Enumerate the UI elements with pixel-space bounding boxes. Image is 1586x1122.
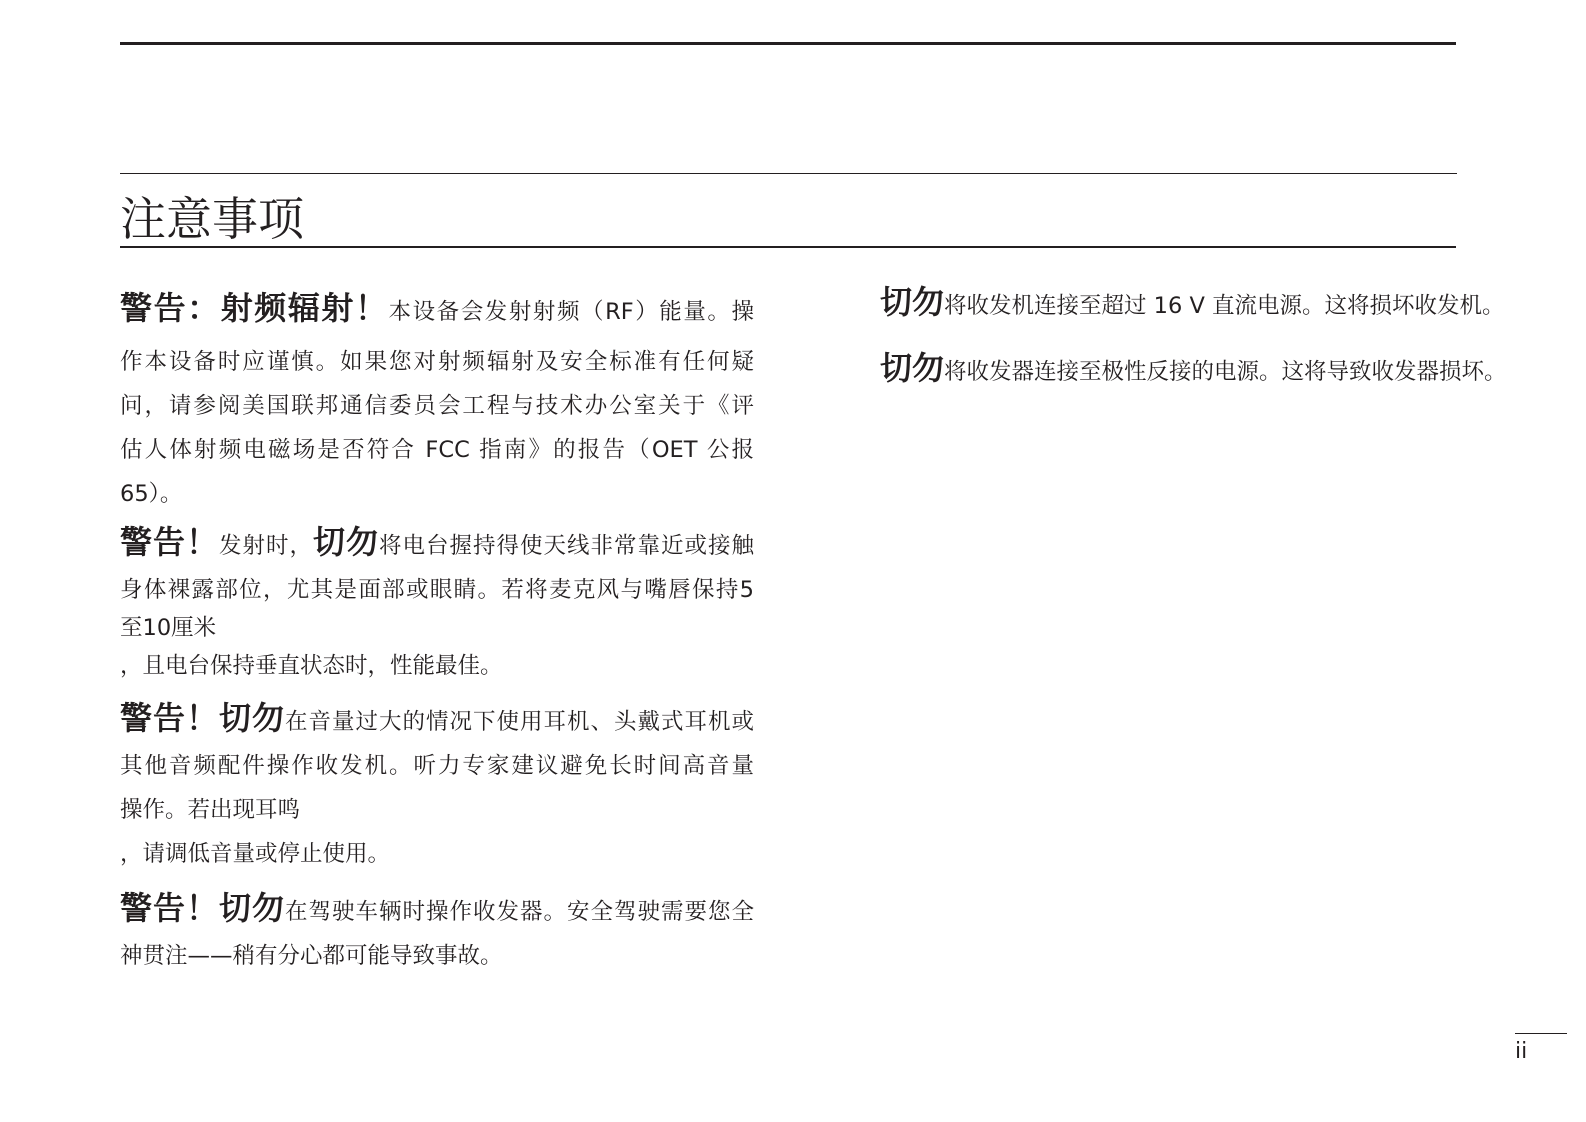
warning-rf-line-5: 65）。 — [120, 481, 183, 507]
caution-voltage-emphasis: 切勿 — [880, 283, 945, 321]
warning-driving-line-2: 神贯注——稍有分心都可能导致事故。 — [120, 943, 503, 969]
warning-body-emphasis: 切勿 — [313, 523, 379, 561]
caution-polarity-line — [880, 346, 1507, 394]
warning-earphone-heading: 警告！ — [120, 699, 219, 737]
page-number-rule — [1515, 1033, 1567, 1034]
warning-earphone-text: 在音量过大的情况下使用耳机、头戴式耳机或 — [285, 709, 754, 735]
caution-polarity-text: 将收发器连接至极性反接的电源。这将导致收发器损坏。 — [944, 359, 1507, 385]
warning-body-lead: 发射时， — [219, 533, 313, 559]
header-rule — [120, 42, 1456, 45]
warning-earphone-line-2: 其他音频配件操作收发机。听力专家建议避免长时间高音量 — [120, 753, 754, 779]
warning-rf-line-1 — [120, 280, 754, 340]
page-number: ii — [1515, 1039, 1528, 1064]
warning-body-line-1 — [120, 520, 754, 568]
warning-body-text: 将电台握持得使天线非常靠近或接触 — [379, 533, 754, 559]
warning-rf-text: 本设备会发射射频（RF）能量。操 — [388, 299, 754, 325]
caution-polarity-emphasis: 切勿 — [880, 349, 945, 387]
warning-driving — [120, 886, 754, 978]
warning-driving-text: 在驾驶车辆时操作收发器。安全驾驶需要您全 — [285, 899, 754, 925]
warning-rf-heading: 警告：射频辐射！ — [120, 289, 389, 327]
caution-reverse-polarity — [880, 346, 1507, 394]
warning-rf-line-3: 问，请参阅美国联邦通信委员会工程与技术办公室关于《评 — [120, 393, 754, 419]
warning-rf-exposure — [120, 280, 754, 516]
caution-overvoltage — [880, 280, 1505, 328]
warning-earphone-volume — [120, 696, 754, 876]
caution-voltage-line — [880, 280, 1505, 328]
warning-driving-heading: 警告！ — [120, 889, 219, 927]
caution-voltage-text: 将收发机连接至超过 16 V 直流电源。这将损坏收发机。 — [944, 293, 1505, 319]
warning-rf-line-4: 估人体射频电磁场是否符合 FCC 指南》的报告（OET 公报 — [120, 437, 754, 463]
warning-driving-emphasis: 切勿 — [219, 889, 285, 927]
warning-antenna-proximity — [120, 520, 754, 688]
warning-body-heading: 警告！ — [120, 523, 219, 561]
warning-driving-line-1 — [120, 886, 754, 934]
warning-body-line-4: ，且电台保持垂直状态时，性能最佳。 — [120, 653, 503, 679]
warning-rf-line-2: 作本设备时应谨慎。如果您对射频辐射及安全标准有任何疑 — [120, 349, 754, 375]
warning-body-line-2: 身体裸露部位，尤其是面部或眼睛。若将麦克风与嘴唇保持5 — [120, 577, 754, 603]
page-title: 注意事项 — [120, 192, 304, 246]
warning-body-line-3: 至10厘米 — [120, 615, 217, 641]
title-bottom-rule — [120, 246, 1456, 248]
warning-earphone-line-1 — [120, 696, 754, 744]
warning-earphone-line-4: ，请调低音量或停止使用。 — [120, 841, 391, 867]
warning-earphone-line-3: 操作。若出现耳鸣 — [120, 797, 301, 823]
warning-earphone-emphasis: 切勿 — [219, 699, 285, 737]
title-top-rule — [120, 173, 1457, 174]
